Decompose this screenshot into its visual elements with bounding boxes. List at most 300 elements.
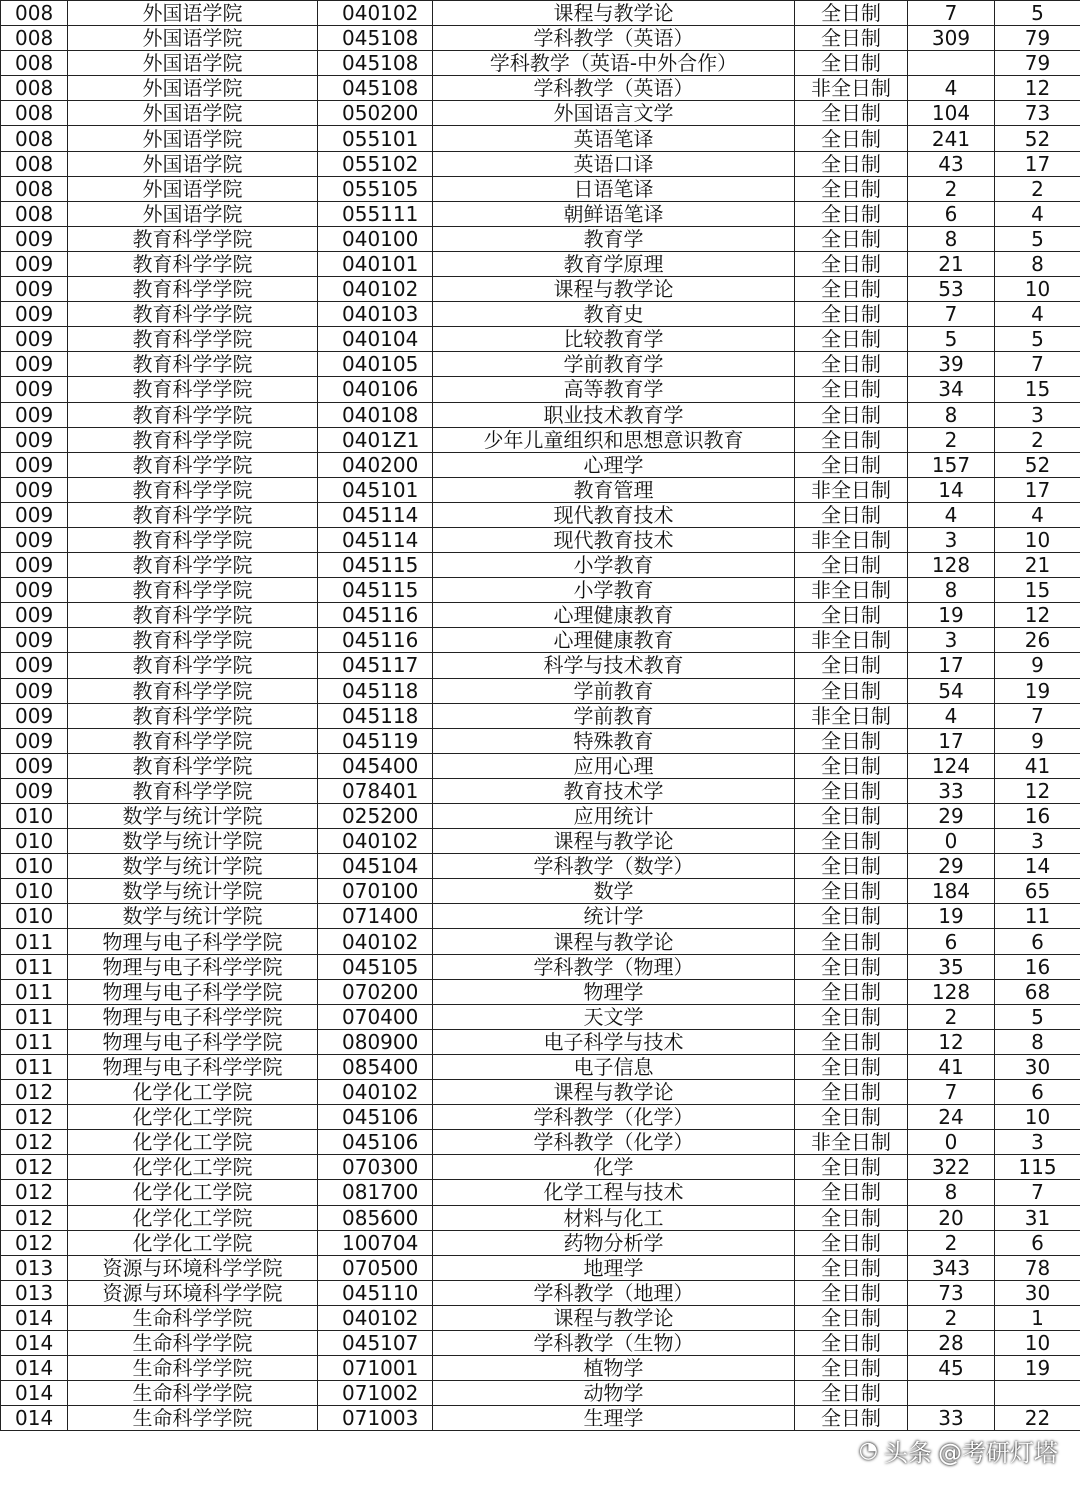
major-code-cell: 045101	[318, 477, 433, 502]
table-row	[1, 854, 1080, 879]
enrolled-cell: 52	[995, 126, 1080, 151]
table-row	[1, 327, 1080, 352]
major-code-cell: 040102	[318, 929, 433, 954]
table-row	[1, 804, 1080, 829]
major-name-cell: 化学工程与技术	[433, 1180, 795, 1205]
major-name-cell: 英语笔译	[433, 126, 795, 151]
applicants-cell: 53	[908, 277, 995, 302]
enrolled-cell: 9	[995, 653, 1080, 678]
major-name-cell: 教育学	[433, 226, 795, 251]
major-name-cell: 教育管理	[433, 477, 795, 502]
study-mode-cell: 全日制	[795, 804, 908, 829]
major-code-cell: 045108	[318, 26, 433, 51]
major-code-cell: 040104	[318, 327, 433, 352]
college-name-cell: 教育科学学院	[68, 477, 318, 502]
study-mode-cell: 全日制	[795, 753, 908, 778]
college-name-cell: 化学化工学院	[68, 1130, 318, 1155]
applicants-cell: 7	[908, 1080, 995, 1105]
major-code-cell: 070100	[318, 879, 433, 904]
table-row	[1, 1054, 1080, 1079]
major-name-cell: 学科教学（地理）	[433, 1280, 795, 1305]
study-mode-cell: 全日制	[795, 352, 908, 377]
college-code-cell: 014	[1, 1330, 68, 1355]
study-mode-cell: 全日制	[795, 603, 908, 628]
major-name-cell: 学前教育	[433, 678, 795, 703]
college-name-cell: 数学与统计学院	[68, 879, 318, 904]
major-code-cell: 045106	[318, 1130, 433, 1155]
study-mode-cell: 全日制	[795, 1280, 908, 1305]
major-code-cell: 055101	[318, 126, 433, 151]
applicants-cell: 6	[908, 929, 995, 954]
study-mode-cell: 全日制	[795, 678, 908, 703]
major-code-cell: 070200	[318, 979, 433, 1004]
college-code-cell: 008	[1, 26, 68, 51]
enrolled-cell: 68	[995, 979, 1080, 1004]
major-code-cell: 045108	[318, 51, 433, 76]
major-name-cell: 学前教育学	[433, 352, 795, 377]
major-code-cell: 045119	[318, 728, 433, 753]
table-row	[1, 1004, 1080, 1029]
table-row	[1, 151, 1080, 176]
enrolled-cell: 19	[995, 678, 1080, 703]
college-name-cell: 教育科学学院	[68, 251, 318, 276]
applicants-cell: 19	[908, 904, 995, 929]
major-code-cell: 045114	[318, 502, 433, 527]
major-code-cell: 040108	[318, 402, 433, 427]
major-code-cell: 045400	[318, 753, 433, 778]
enrolled-cell: 16	[995, 804, 1080, 829]
major-name-cell: 教育史	[433, 302, 795, 327]
enrolled-cell: 4	[995, 201, 1080, 226]
college-name-cell: 外国语学院	[68, 51, 318, 76]
college-name-cell: 生命科学学院	[68, 1330, 318, 1355]
study-mode-cell: 全日制	[795, 502, 908, 527]
enrolled-cell: 12	[995, 778, 1080, 803]
applicants-cell: 24	[908, 1105, 995, 1130]
applicants-cell: 33	[908, 778, 995, 803]
college-name-cell: 外国语学院	[68, 1, 318, 26]
major-code-cell: 045110	[318, 1280, 433, 1305]
major-code-cell: 025200	[318, 804, 433, 829]
applicants-cell: 29	[908, 804, 995, 829]
major-code-cell: 070500	[318, 1255, 433, 1280]
table-row	[1, 1155, 1080, 1180]
applicants-cell: 54	[908, 678, 995, 703]
major-code-cell: 045117	[318, 653, 433, 678]
table-row	[1, 427, 1080, 452]
table-row	[1, 352, 1080, 377]
applicants-cell: 343	[908, 1255, 995, 1280]
enrolled-cell: 10	[995, 277, 1080, 302]
applicants-cell: 128	[908, 979, 995, 1004]
college-name-cell: 教育科学学院	[68, 427, 318, 452]
applicants-cell: 0	[908, 1130, 995, 1155]
applicants-cell: 4	[908, 502, 995, 527]
study-mode-cell: 全日制	[795, 51, 908, 76]
college-code-cell: 012	[1, 1205, 68, 1230]
study-mode-cell: 全日制	[795, 1180, 908, 1205]
applicants-cell: 241	[908, 126, 995, 151]
applicants-cell: 20	[908, 1205, 995, 1230]
table-row	[1, 1305, 1080, 1330]
table-row	[1, 703, 1080, 728]
applicants-cell: 104	[908, 101, 995, 126]
college-name-cell: 生命科学学院	[68, 1305, 318, 1330]
study-mode-cell: 全日制	[795, 1330, 908, 1355]
college-code-cell: 009	[1, 327, 68, 352]
major-name-cell: 高等教育学	[433, 377, 795, 402]
college-name-cell: 教育科学学院	[68, 553, 318, 578]
applicants-cell: 4	[908, 76, 995, 101]
enrolled-cell: 10	[995, 527, 1080, 552]
major-code-cell: 071002	[318, 1381, 433, 1406]
enrolled-cell: 14	[995, 854, 1080, 879]
applicants-cell: 43	[908, 151, 995, 176]
study-mode-cell: 全日制	[795, 1029, 908, 1054]
college-code-cell: 011	[1, 1004, 68, 1029]
study-mode-cell: 全日制	[795, 854, 908, 879]
major-name-cell: 现代教育技术	[433, 502, 795, 527]
applicants-cell: 73	[908, 1280, 995, 1305]
enrolled-cell: 5	[995, 1, 1080, 26]
major-name-cell: 学科教学（英语）	[433, 76, 795, 101]
college-code-cell: 012	[1, 1130, 68, 1155]
college-code-cell: 009	[1, 477, 68, 502]
major-code-cell: 070300	[318, 1155, 433, 1180]
applicants-cell: 0	[908, 829, 995, 854]
major-name-cell: 心理健康教育	[433, 628, 795, 653]
enrolled-cell: 12	[995, 76, 1080, 101]
table-row	[1, 76, 1080, 101]
enrolled-cell: 15	[995, 377, 1080, 402]
table-row	[1, 1255, 1080, 1280]
enrolled-cell: 10	[995, 1330, 1080, 1355]
college-name-cell: 教育科学学院	[68, 527, 318, 552]
college-name-cell: 物理与电子科学学院	[68, 954, 318, 979]
enrolled-cell: 22	[995, 1406, 1080, 1431]
college-code-cell: 014	[1, 1406, 68, 1431]
major-code-cell: 040101	[318, 251, 433, 276]
major-name-cell: 电子信息	[433, 1054, 795, 1079]
enrolled-cell: 2	[995, 176, 1080, 201]
applicants-cell: 14	[908, 477, 995, 502]
table-row	[1, 1230, 1080, 1255]
major-code-cell: 078401	[318, 778, 433, 803]
table-row	[1, 1356, 1080, 1381]
table-row	[1, 829, 1080, 854]
major-code-cell: 045115	[318, 553, 433, 578]
table-row	[1, 678, 1080, 703]
enrolled-cell: 7	[995, 703, 1080, 728]
college-name-cell: 化学化工学院	[68, 1180, 318, 1205]
study-mode-cell: 全日制	[795, 1, 908, 26]
major-code-cell: 085400	[318, 1054, 433, 1079]
major-name-cell: 地理学	[433, 1255, 795, 1280]
enrolled-cell: 4	[995, 302, 1080, 327]
applicants-cell: 17	[908, 653, 995, 678]
major-code-cell: 040105	[318, 352, 433, 377]
enrolled-cell: 8	[995, 251, 1080, 276]
college-code-cell: 011	[1, 979, 68, 1004]
study-mode-cell: 全日制	[795, 929, 908, 954]
major-name-cell: 学科教学（英语）	[433, 26, 795, 51]
applicants-cell: 21	[908, 251, 995, 276]
applicants-cell	[908, 1381, 995, 1406]
major-name-cell: 比较教育学	[433, 327, 795, 352]
enrolled-cell: 115	[995, 1155, 1080, 1180]
study-mode-cell: 全日制	[795, 302, 908, 327]
enrolled-cell: 31	[995, 1205, 1080, 1230]
major-code-cell: 071003	[318, 1406, 433, 1431]
college-name-cell: 生命科学学院	[68, 1356, 318, 1381]
table-row	[1, 653, 1080, 678]
major-name-cell: 日语笔译	[433, 176, 795, 201]
table-row	[1, 1205, 1080, 1230]
college-code-cell: 009	[1, 603, 68, 628]
major-code-cell: 045114	[318, 527, 433, 552]
college-name-cell: 化学化工学院	[68, 1105, 318, 1130]
college-code-cell: 009	[1, 578, 68, 603]
college-code-cell: 009	[1, 251, 68, 276]
college-code-cell: 014	[1, 1305, 68, 1330]
college-code-cell: 012	[1, 1080, 68, 1105]
college-name-cell: 教育科学学院	[68, 226, 318, 251]
major-code-cell: 0401Z1	[318, 427, 433, 452]
study-mode-cell: 全日制	[795, 1230, 908, 1255]
enrolled-cell: 3	[995, 1130, 1080, 1155]
enrolled-cell: 7	[995, 1180, 1080, 1205]
table-row	[1, 251, 1080, 276]
applicants-cell: 8	[908, 226, 995, 251]
study-mode-cell: 全日制	[795, 1105, 908, 1130]
major-name-cell: 课程与教学论	[433, 1080, 795, 1105]
college-code-cell: 010	[1, 829, 68, 854]
study-mode-cell: 全日制	[795, 979, 908, 1004]
major-code-cell: 040102	[318, 1, 433, 26]
applicants-cell: 2	[908, 427, 995, 452]
college-name-cell: 化学化工学院	[68, 1230, 318, 1255]
enrolled-cell: 5	[995, 1004, 1080, 1029]
college-code-cell: 009	[1, 502, 68, 527]
major-code-cell: 045116	[318, 603, 433, 628]
study-mode-cell: 全日制	[795, 427, 908, 452]
college-name-cell: 外国语学院	[68, 26, 318, 51]
college-code-cell: 008	[1, 201, 68, 226]
college-code-cell: 009	[1, 226, 68, 251]
college-name-cell: 数学与统计学院	[68, 804, 318, 829]
college-name-cell: 数学与统计学院	[68, 854, 318, 879]
applicants-cell: 34	[908, 377, 995, 402]
table-row	[1, 1280, 1080, 1305]
study-mode-cell: 全日制	[795, 778, 908, 803]
major-name-cell: 课程与教学论	[433, 277, 795, 302]
enrolled-cell: 30	[995, 1054, 1080, 1079]
college-name-cell: 物理与电子科学学院	[68, 1004, 318, 1029]
study-mode-cell: 全日制	[795, 101, 908, 126]
college-name-cell: 化学化工学院	[68, 1205, 318, 1230]
major-code-cell: 080900	[318, 1029, 433, 1054]
college-code-cell: 010	[1, 854, 68, 879]
major-code-cell: 045116	[318, 628, 433, 653]
table-row	[1, 201, 1080, 226]
major-name-cell: 外国语言文学	[433, 101, 795, 126]
enrolled-cell: 3	[995, 402, 1080, 427]
applicants-cell: 2	[908, 1230, 995, 1255]
college-code-cell: 012	[1, 1180, 68, 1205]
table-row	[1, 502, 1080, 527]
college-code-cell: 009	[1, 527, 68, 552]
applicants-cell: 45	[908, 1356, 995, 1381]
college-name-cell: 外国语学院	[68, 176, 318, 201]
table-row	[1, 1406, 1080, 1431]
college-code-cell: 012	[1, 1105, 68, 1130]
major-name-cell: 学科教学（化学）	[433, 1130, 795, 1155]
college-name-cell: 教育科学学院	[68, 377, 318, 402]
major-code-cell: 040102	[318, 829, 433, 854]
college-name-cell: 物理与电子科学学院	[68, 979, 318, 1004]
study-mode-cell: 全日制	[795, 201, 908, 226]
college-name-cell: 化学化工学院	[68, 1080, 318, 1105]
college-code-cell: 009	[1, 402, 68, 427]
study-mode-cell: 全日制	[795, 176, 908, 201]
college-name-cell: 外国语学院	[68, 126, 318, 151]
applicants-cell: 7	[908, 302, 995, 327]
enrolled-cell: 5	[995, 226, 1080, 251]
major-code-cell: 040102	[318, 1080, 433, 1105]
table-row	[1, 778, 1080, 803]
enrolled-cell: 41	[995, 753, 1080, 778]
major-name-cell: 教育技术学	[433, 778, 795, 803]
applicants-cell: 8	[908, 402, 995, 427]
college-code-cell: 009	[1, 553, 68, 578]
study-mode-cell: 全日制	[795, 1356, 908, 1381]
study-mode-cell: 非全日制	[795, 477, 908, 502]
major-code-cell: 045105	[318, 954, 433, 979]
study-mode-cell: 全日制	[795, 1381, 908, 1406]
study-mode-cell: 全日制	[795, 1305, 908, 1330]
college-name-cell: 教育科学学院	[68, 327, 318, 352]
applicants-cell: 8	[908, 1180, 995, 1205]
enrolled-cell	[995, 1381, 1080, 1406]
table-row	[1, 477, 1080, 502]
table-row	[1, 402, 1080, 427]
enrolled-cell: 73	[995, 101, 1080, 126]
table-row	[1, 126, 1080, 151]
applicants-cell: 3	[908, 527, 995, 552]
applicants-cell: 28	[908, 1330, 995, 1355]
major-name-cell: 电子科学与技术	[433, 1029, 795, 1054]
college-name-cell: 数学与统计学院	[68, 904, 318, 929]
study-mode-cell: 全日制	[795, 1155, 908, 1180]
study-mode-cell: 全日制	[795, 1054, 908, 1079]
enrolled-cell: 6	[995, 1230, 1080, 1255]
college-code-cell: 010	[1, 879, 68, 904]
major-name-cell: 应用统计	[433, 804, 795, 829]
major-name-cell: 课程与教学论	[433, 829, 795, 854]
college-code-cell: 009	[1, 653, 68, 678]
college-name-cell: 教育科学学院	[68, 402, 318, 427]
applicants-cell: 29	[908, 854, 995, 879]
major-name-cell: 材料与化工	[433, 1205, 795, 1230]
college-name-cell: 教育科学学院	[68, 603, 318, 628]
study-mode-cell: 非全日制	[795, 703, 908, 728]
major-code-cell: 040102	[318, 277, 433, 302]
major-code-cell: 100704	[318, 1230, 433, 1255]
study-mode-cell: 全日制	[795, 126, 908, 151]
major-code-cell: 045104	[318, 854, 433, 879]
table-row	[1, 101, 1080, 126]
major-name-cell: 心理学	[433, 452, 795, 477]
applicants-cell: 2	[908, 1305, 995, 1330]
college-name-cell: 外国语学院	[68, 76, 318, 101]
college-name-cell: 外国语学院	[68, 201, 318, 226]
college-code-cell: 013	[1, 1255, 68, 1280]
college-code-cell: 013	[1, 1280, 68, 1305]
major-code-cell: 071001	[318, 1356, 433, 1381]
study-mode-cell: 全日制	[795, 151, 908, 176]
watermark-handle: @考研灯塔	[938, 1439, 1058, 1467]
major-code-cell: 045107	[318, 1330, 433, 1355]
study-mode-cell: 全日制	[795, 1080, 908, 1105]
table-row	[1, 728, 1080, 753]
watermark-brand: 头条	[884, 1439, 932, 1467]
college-name-cell: 教育科学学院	[68, 653, 318, 678]
study-mode-cell: 非全日制	[795, 578, 908, 603]
study-mode-cell: 全日制	[795, 904, 908, 929]
table-row	[1, 51, 1080, 76]
study-mode-cell: 全日制	[795, 402, 908, 427]
enrolled-cell: 5	[995, 327, 1080, 352]
college-name-cell: 生命科学学院	[68, 1381, 318, 1406]
major-code-cell: 040103	[318, 302, 433, 327]
table-row	[1, 277, 1080, 302]
major-name-cell: 植物学	[433, 1356, 795, 1381]
table-row	[1, 1180, 1080, 1205]
college-name-cell: 教育科学学院	[68, 678, 318, 703]
applicants-cell: 128	[908, 553, 995, 578]
college-code-cell: 008	[1, 1, 68, 26]
table-row	[1, 979, 1080, 1004]
college-code-cell: 009	[1, 352, 68, 377]
applicants-cell: 309	[908, 26, 995, 51]
major-name-cell: 学科教学（化学）	[433, 1105, 795, 1130]
college-code-cell: 014	[1, 1381, 68, 1406]
college-name-cell: 数学与统计学院	[68, 829, 318, 854]
enrolled-cell: 17	[995, 477, 1080, 502]
college-name-cell: 物理与电子科学学院	[68, 1054, 318, 1079]
enrolled-cell: 79	[995, 26, 1080, 51]
table-row	[1, 1130, 1080, 1155]
enrolled-cell: 78	[995, 1255, 1080, 1280]
table-row	[1, 603, 1080, 628]
enrolled-cell: 9	[995, 728, 1080, 753]
enrolled-cell: 17	[995, 151, 1080, 176]
table-row	[1, 1080, 1080, 1105]
college-name-cell: 教育科学学院	[68, 628, 318, 653]
study-mode-cell: 全日制	[795, 1205, 908, 1230]
applicants-cell: 322	[908, 1155, 995, 1180]
college-name-cell: 生命科学学院	[68, 1406, 318, 1431]
college-code-cell: 008	[1, 151, 68, 176]
college-code-cell: 009	[1, 377, 68, 402]
enrolled-cell: 7	[995, 352, 1080, 377]
major-name-cell: 学科教学（英语-中外合作）	[433, 51, 795, 76]
table-row	[1, 452, 1080, 477]
applicants-cell: 6	[908, 201, 995, 226]
enrolled-cell: 15	[995, 578, 1080, 603]
table-row	[1, 1029, 1080, 1054]
major-name-cell: 应用心理	[433, 753, 795, 778]
